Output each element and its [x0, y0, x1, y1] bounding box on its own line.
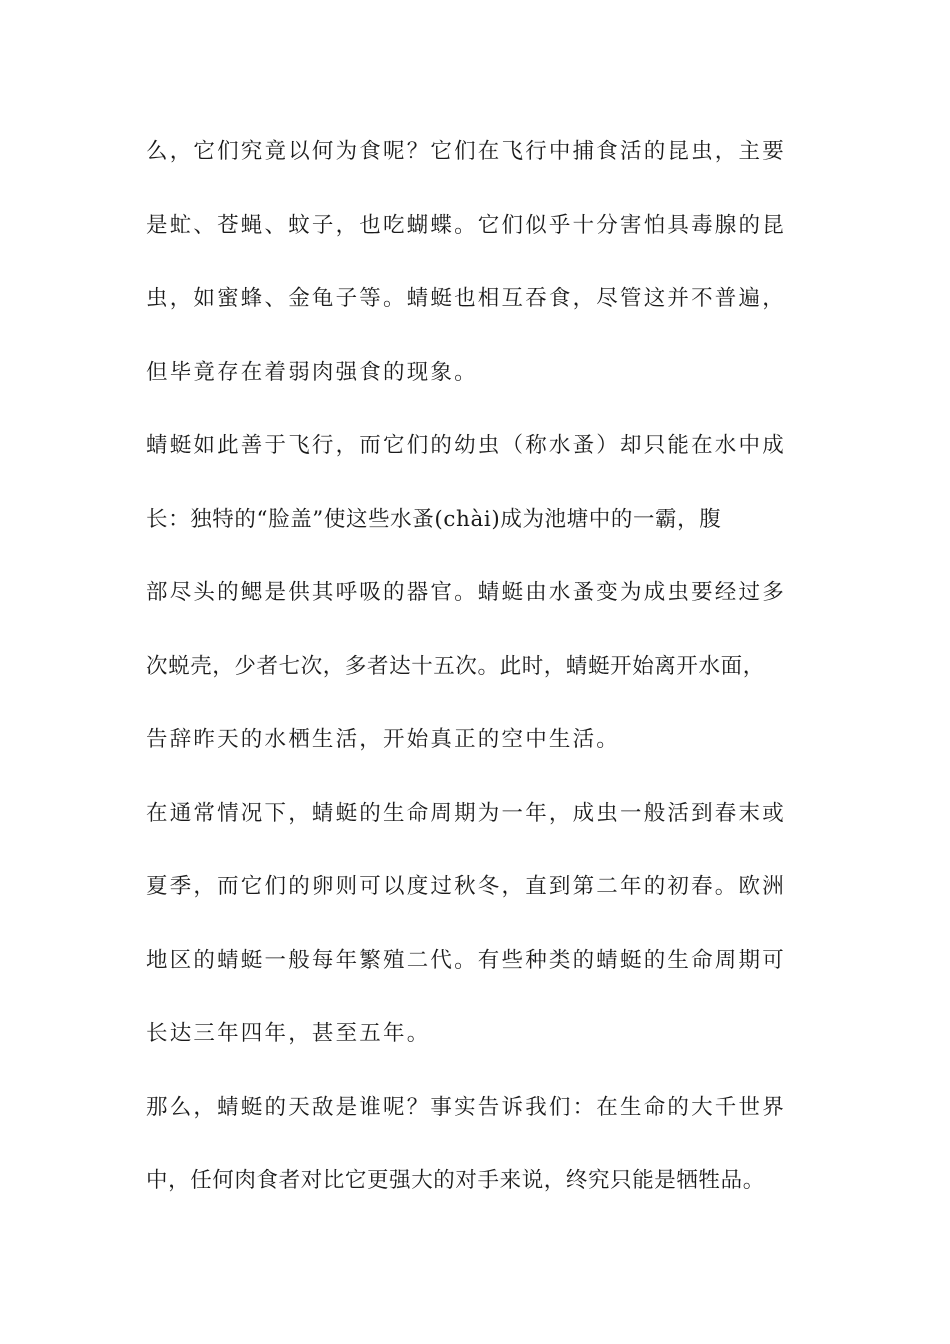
text-line: 告辞昨天的水栖生活，开始真正的空中生活。: [146, 727, 621, 752]
text-line: 蜻蜓如此善于飞行，而它们的幼虫（称水蚤）却只能在水中成: [146, 433, 786, 458]
text-line: 地区的蜻蜓一般每年繁殖二代。有些种类的蜻蜓的生命周期可: [146, 947, 786, 973]
text-line: 部尽头的鳃是供其呼吸的器官。蜻蜓由水蚤变为成虫要经过多: [146, 580, 786, 605]
text-line: 但毕竟存在着弱肉强食的现象。: [146, 359, 478, 385]
body-text: [146, 130, 836, 1233]
text-line: 在通常情况下，蜻蜓的生命周期为一年，成虫一般活到春末或: [146, 800, 786, 826]
text-line: 那么，蜻蜓的天敌是谁呢？事实告诉我们：在生命的大千世界: [146, 1094, 786, 1120]
text-line: 虫，如蜜蜂、金龟子等。蜻蜓也相互吞食，尽管这并不普遍，: [146, 286, 786, 311]
text-line: 夏季，而它们的卵则可以度过秋冬，直到第二年的初春。欧洲: [146, 874, 786, 899]
text-line: 长：独特的“脸盖”使这些水蚤(chàі)成为池塘中的一霸，腹: [146, 506, 722, 532]
text-line: 长达三年四年，甚至五年。: [146, 1021, 431, 1046]
text-line: 么，它们究竟以何为食呢？它们在飞行中捕食活的昆虫，主要: [146, 139, 786, 164]
text-line: 中，任何肉食者对比它更强大的对手来说，终究只能是牺牲品。: [146, 1168, 765, 1193]
text-line: 次蜕壳，少者七次，多者达十五次。此时，蜻蜓开始离开水面，: [146, 653, 765, 679]
text-line: 是虻、苍蝇、蚊子，也吃蝴蝶。它们似乎十分害怕具毒腺的昆: [146, 212, 786, 238]
